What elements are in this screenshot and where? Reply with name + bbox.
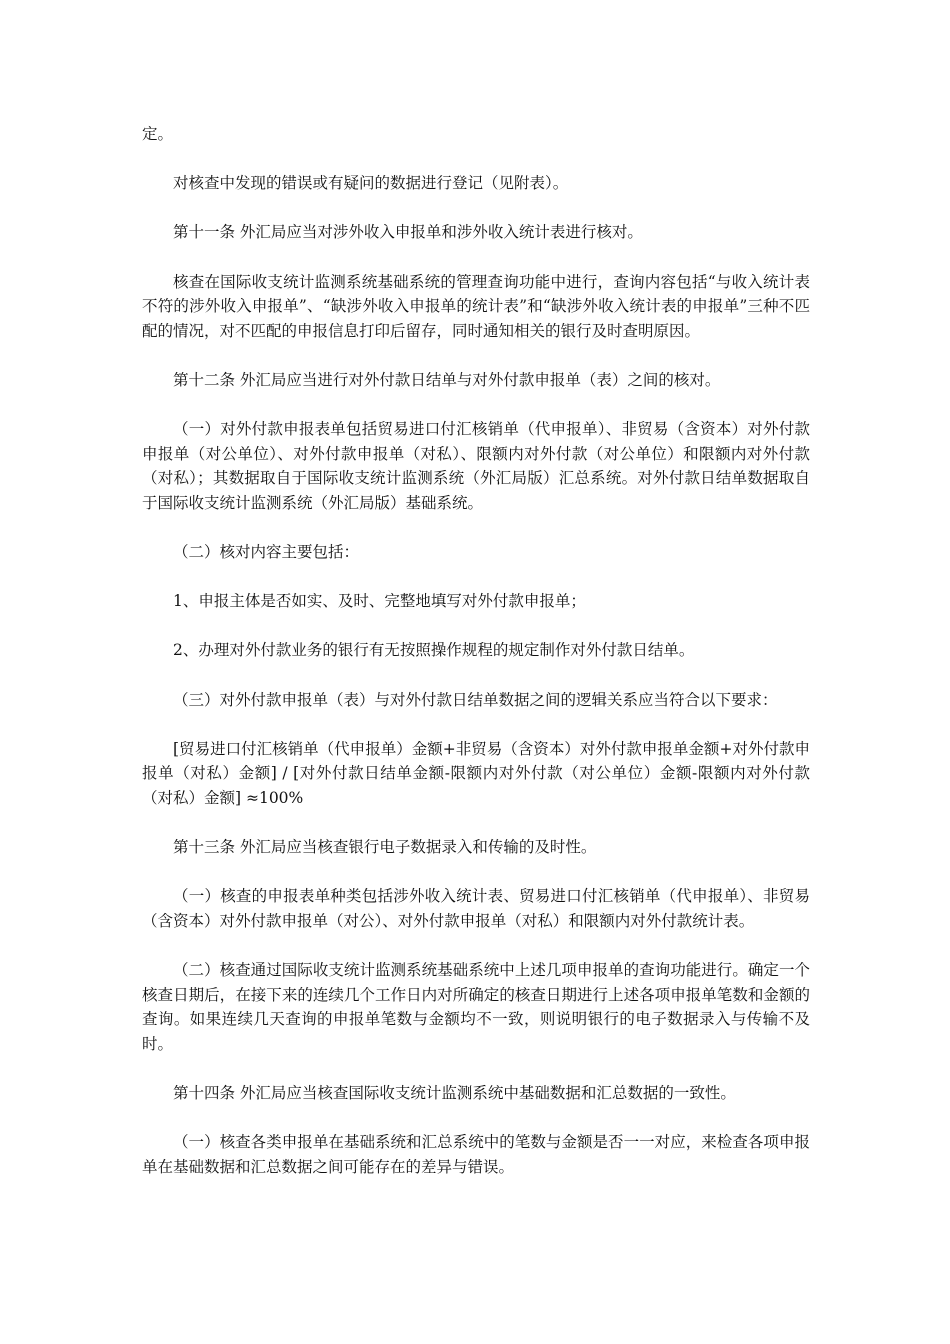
article-12-clause-2: （二）核对内容主要包括： <box>173 543 360 562</box>
article-13-heading: 第十三条 外汇局应当核查银行电子数据录入和传输的及时性。 <box>173 838 597 857</box>
article-12-heading: 第十二条 外汇局应当进行对外付款日结单与对外付款申报单（表）之间的核对。 <box>173 370 721 389</box>
article-12-clause-3: （三）对外付款申报单（表）与对外付款日结单数据之间的逻辑关系应当符合以下要求： <box>173 690 778 709</box>
article-14-clause-1: （一）核查各类申报单在基础系统和汇总系统中的笔数与金额是否一一对应，来检查各项申报单在基础数据和汇总数据之间可能存在的差异与错误。 <box>142 1133 810 1176</box>
document-body <box>142 122 810 1180</box>
paragraph-registration: 对核查中发现的错误或有疑问的数据进行登记（见附表）。 <box>173 174 569 193</box>
article-13-clause-2: （二）核查通过国际收支统计监测系统基础系统中上述几项申报单的查询功能进行。确定一个核查日期后，在接下来的连续几个工作日内对所确定的核查日期进行上述各项申报单笔数和金额的查询。如果连续几天查询的申报单笔数与金额均不一致，则说明银行的电子数据录入与传输不及时。 <box>142 961 810 1053</box>
article-14-heading: 第十四条 外汇局应当核查国际收支统计监测系统中基础数据和汇总数据的一致性。 <box>173 1084 736 1103</box>
paragraph-continuation: 定。 <box>142 125 174 143</box>
article-12-item-2: 2、办理对外付款业务的银行有无按照操作规程的规定制作对外付款日结单。 <box>173 641 695 660</box>
article-11-heading: 第十一条 外汇局应当对涉外收入申报单和涉外收入统计表进行核对。 <box>173 223 643 242</box>
article-12-clause-1: （一）对外付款申报表单包括贸易进口付汇核销单（代申报单）、非贸易（含资本）对外付款申报单（对公单位）、对外付款申报单（对私）、限额内对外付款（对公单位）和限额内对外付款（对私）；其数据取自于国际收支统计监测系统（外汇局版）汇总系统。对外付款日结单数据取自于国际收支统计监测系统（外汇局版）基础系统。 <box>142 420 810 512</box>
article-12-formula: [贸易进口付汇核销单（代申报单）金额+非贸易（含资本）对外付款申报单金额+对外付款申报单（对私）金额] / [对外付款日结单金额-限额内对外付款（对公单位）金额-限额内对外付款（对私）金额] ≈100% <box>142 739 810 808</box>
article-11-body: 核查在国际收支统计监测系统基础系统的管理查询功能中进行，查询内容包括“与收入统计表不符的涉外收入申报单”、“缺涉外收入申报单的统计表”和“缺涉外收入统计表的申报单”三种不匹配的情况，对不匹配的申报信息打印后留存，同时通知相关的银行及时查明原因。 <box>142 272 810 340</box>
article-13-clause-1: （一）核查的申报表单种类包括涉外收入统计表、贸易进口付汇核销单（代申报单）、非贸易（含资本）对外付款申报单（对公）、对外付款申报单（对私）和限额内对外付款统计表。 <box>142 887 810 930</box>
article-12-item-1: 1、申报主体是否如实、及时、完整地填写对外付款申报单； <box>173 592 586 611</box>
